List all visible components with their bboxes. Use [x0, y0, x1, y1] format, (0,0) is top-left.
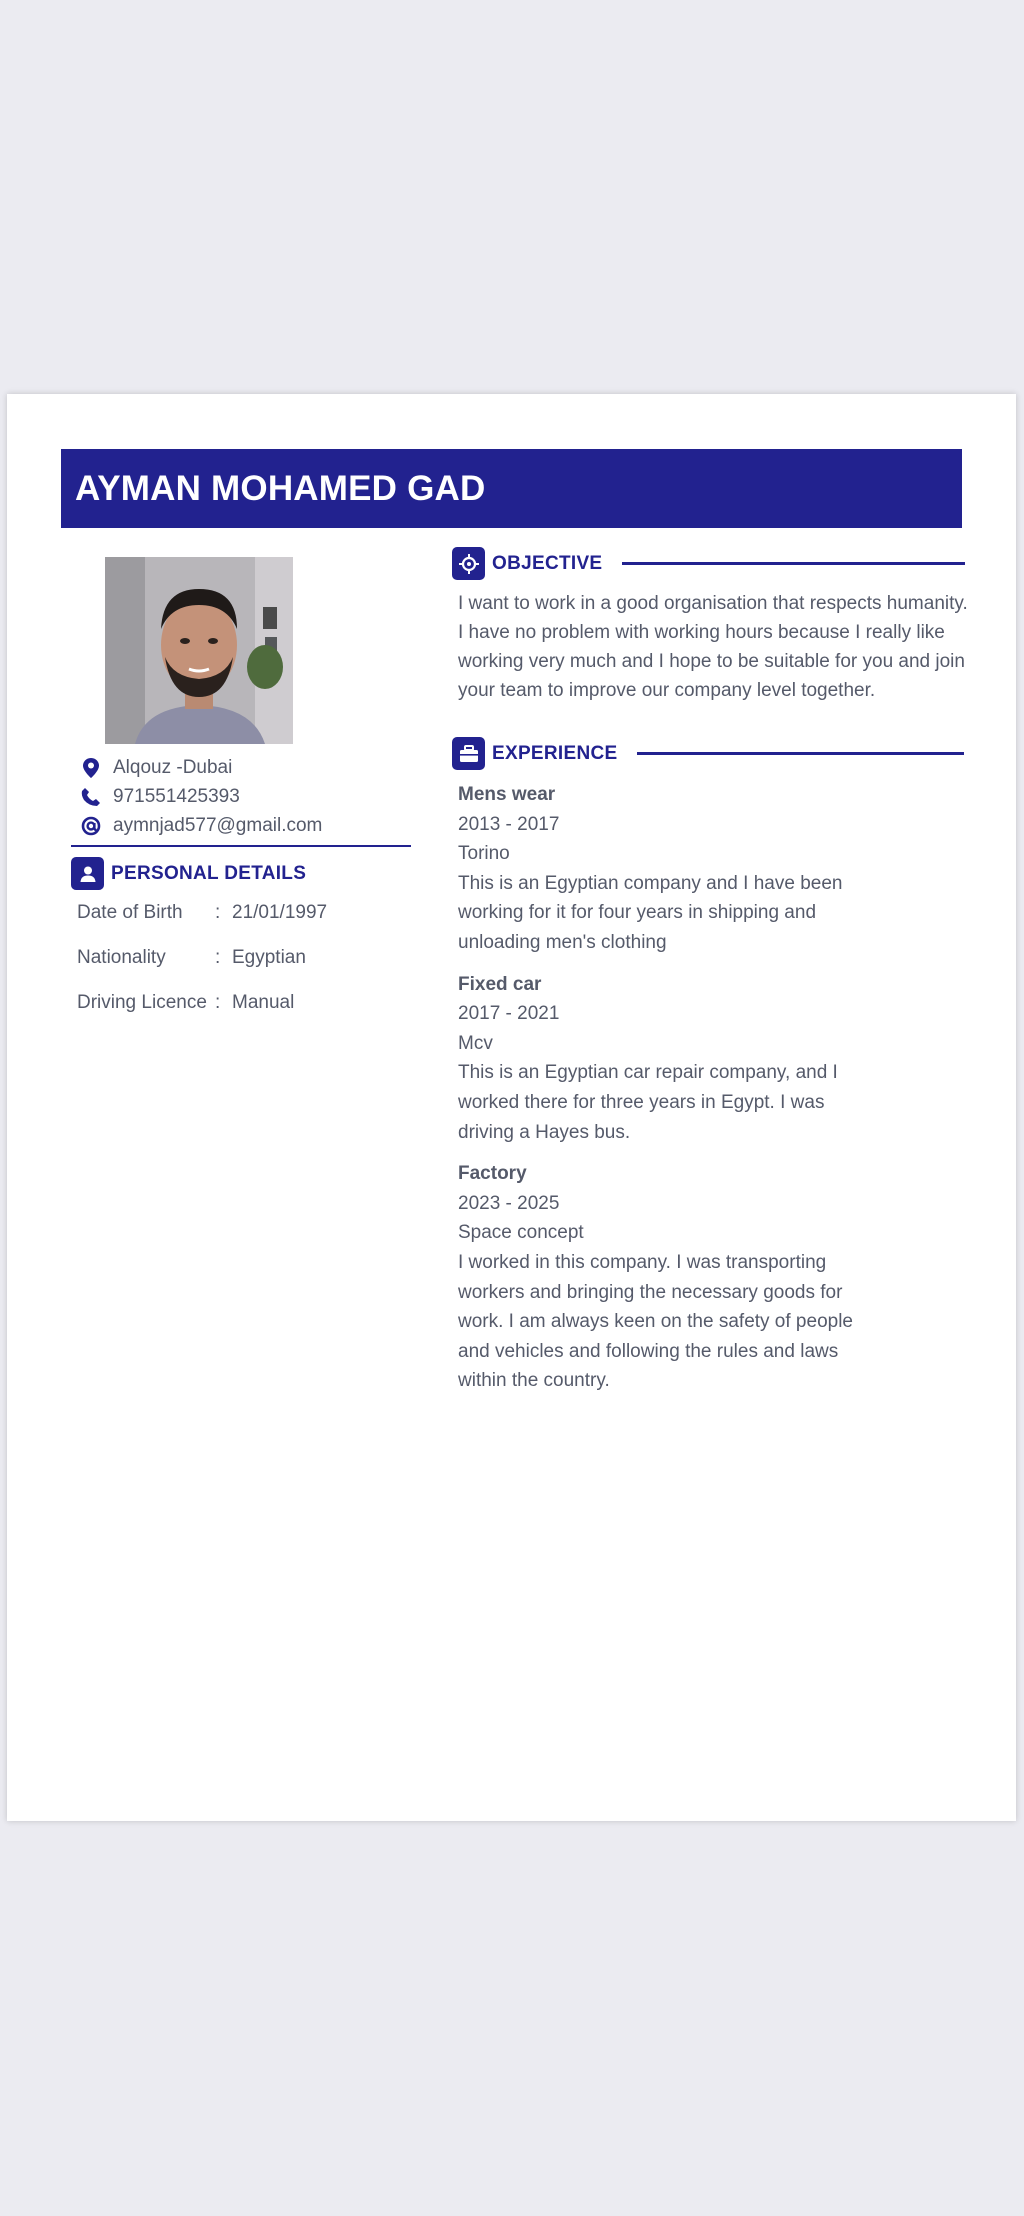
job-period: 2017 - 2021 — [458, 1003, 560, 1025]
experience-item — [458, 780, 878, 958]
detail-separator: : — [215, 992, 221, 1013]
job-title: Fixed car — [458, 973, 542, 995]
personal-details-heading — [71, 857, 306, 890]
contact-email — [79, 811, 379, 840]
objective-heading — [452, 547, 965, 580]
email-text[interactable]: aymnjad577@gmail.com — [113, 814, 323, 836]
job-description: This is an Egyptian company and I have been working for it for four years in shipping and unloading men's clothing — [458, 872, 843, 953]
profile-photo-illustration — [105, 557, 293, 744]
detail-separator: : — [215, 947, 221, 968]
job-title: Factory — [458, 1163, 527, 1185]
experience-list — [458, 780, 878, 1408]
personal-detail-row — [77, 902, 327, 947]
detail-value: 21/01/1997 — [232, 902, 328, 923]
profile-photo — [105, 557, 293, 744]
name-banner — [61, 449, 962, 528]
job-company: Space concept — [458, 1222, 584, 1244]
experience-rule — [637, 752, 964, 755]
job-company: Torino — [458, 843, 510, 865]
objective-title: OBJECTIVE — [492, 552, 603, 574]
experience-title: EXPERIENCE — [492, 742, 618, 764]
job-title: Mens wear — [458, 784, 556, 805]
detail-separator: : — [215, 902, 221, 923]
objective-rule — [622, 562, 965, 565]
detail-label: Nationality — [77, 947, 166, 968]
briefcase-icon — [452, 737, 485, 770]
target-icon — [452, 547, 485, 580]
personal-details-title: PERSONAL DETAILS — [111, 862, 307, 884]
location-text: Alqouz -Dubai — [113, 756, 233, 778]
job-period: 2013 - 2017 — [458, 813, 560, 835]
job-period: 2023 - 2025 — [458, 1192, 560, 1214]
personal-detail-row — [77, 947, 327, 992]
resume-page — [7, 394, 1016, 1821]
objective-text: I want to work in a good organisation that respects humanity. I have no problem with working hours because I really like working very much and I hope to be suitable for you and join your team to improve our company level together. — [458, 593, 968, 701]
contact-divider — [71, 845, 411, 847]
detail-label: Date of Birth — [77, 902, 183, 923]
user-icon — [71, 857, 104, 890]
contact-phone — [79, 782, 379, 811]
personal-detail-row — [77, 992, 327, 1037]
job-description: I worked in this company. I was transporting workers and bringing the necessary goods for work. I am always keen on the safety of people and vehicles and following the rules and laws within the country. — [458, 1251, 853, 1392]
contact-location — [79, 753, 379, 782]
detail-value: Egyptian — [232, 947, 306, 968]
detail-label: Driving Licence — [77, 992, 207, 1013]
experience-item — [458, 1159, 878, 1396]
map-pin-icon — [79, 756, 103, 780]
contact-info — [79, 753, 379, 840]
job-company: Mcv — [458, 1032, 493, 1054]
phone-icon — [79, 785, 103, 809]
full-name: AYMAN MOHAMED GAD — [75, 468, 486, 508]
job-description: This is an Egyptian car repair company, and I worked there for three years in Egypt. I was driving a Hayes bus. — [458, 1062, 838, 1143]
experience-heading — [452, 737, 964, 770]
detail-value: Manual — [232, 992, 295, 1013]
personal-details-table — [77, 902, 327, 1037]
experience-item — [458, 970, 878, 1148]
phone-text[interactable]: 971551425393 — [113, 785, 240, 807]
at-sign-icon — [79, 814, 103, 838]
